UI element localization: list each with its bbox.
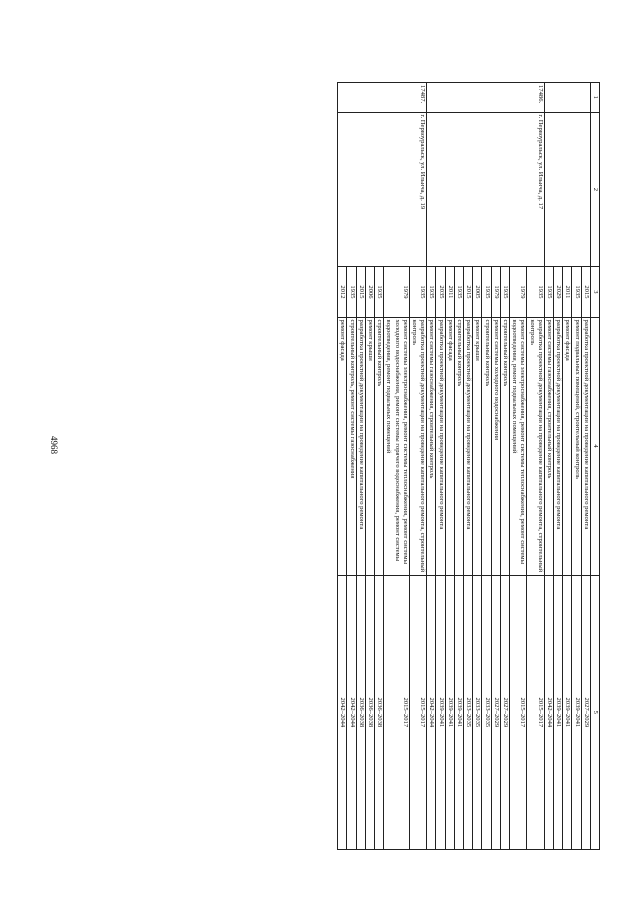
work-type: ремонт фасада <box>338 317 347 575</box>
service-year: 1935 <box>482 267 491 317</box>
service-year: 1979 <box>509 267 526 317</box>
building-number <box>563 83 572 113</box>
table-row <box>572 83 581 850</box>
planned-period: 2027–2029 <box>491 575 500 849</box>
table-row <box>544 83 553 850</box>
service-year: 1935 <box>374 267 383 317</box>
service-year: 2015 <box>581 267 590 317</box>
planned-period: 2039–2041 <box>563 575 572 849</box>
building-address <box>581 112 590 267</box>
column-number-row <box>590 83 599 850</box>
building-address <box>427 112 436 267</box>
planned-period: 2033–2035 <box>473 575 482 849</box>
table-row <box>553 83 562 850</box>
table-row <box>445 83 454 850</box>
table-row <box>374 83 383 850</box>
planned-period: 2042–2044 <box>544 575 553 849</box>
planned-period: 2015–2017 <box>527 575 544 849</box>
table-row <box>356 83 365 850</box>
service-year: 1935 <box>527 267 544 317</box>
building-address <box>544 112 553 267</box>
building-number <box>374 83 383 113</box>
building-address <box>436 112 445 267</box>
building-number <box>454 83 463 113</box>
table-row <box>473 83 482 850</box>
building-number <box>445 83 454 113</box>
building-address <box>384 112 410 267</box>
table-row <box>527 83 544 850</box>
work-type: ремонт фасада <box>445 317 454 575</box>
service-year: 2011 <box>563 267 572 317</box>
service-year: 1935 <box>572 267 581 317</box>
page-number: 4968 <box>49 436 59 454</box>
work-type: строительный контроль, ремонт системы газоснабжения <box>347 317 356 575</box>
planned-period: 2036–2038 <box>356 575 365 849</box>
service-year: 1935 <box>427 267 436 317</box>
building-address <box>356 112 365 267</box>
service-year: 2015 <box>463 267 472 317</box>
building-address: г. Первоуральск, ул. Ильича, д. 17 <box>527 112 544 267</box>
planned-period: 2015–2017 <box>384 575 410 849</box>
table-row <box>491 83 500 850</box>
service-year: 2006 <box>365 267 374 317</box>
building-address <box>482 112 491 267</box>
table-row <box>384 83 410 850</box>
table-wrapper <box>80 82 600 850</box>
planned-period: 2042–2044 <box>338 575 347 849</box>
work-type: ремонт системы электроснабжения, ремонт системы теплоснабжения, ремонт системы холодного водоснабжения, ремонт системы горячего водоснабжения, ремонт системы водоотведения, ремонт подвальных помещений <box>384 317 410 575</box>
table-row <box>427 83 436 850</box>
work-type: разработка проектной документации на проведение капитального ремонта <box>436 317 445 575</box>
service-year: 1935 <box>347 267 356 317</box>
planned-period: 2015–2017 <box>409 575 426 849</box>
planned-period: 2042–2044 <box>347 575 356 849</box>
table-row <box>482 83 491 850</box>
planned-period: 2015–2017 <box>509 575 526 849</box>
table-row <box>347 83 356 850</box>
service-year: 2005 <box>473 267 482 317</box>
table-row <box>454 83 463 850</box>
building-address <box>491 112 500 267</box>
building-number <box>572 83 581 113</box>
building-address <box>365 112 374 267</box>
building-number <box>473 83 482 113</box>
column-header: 2 <box>590 112 599 267</box>
building-number <box>482 83 491 113</box>
service-year: 2029 <box>553 267 562 317</box>
table-row <box>581 83 590 850</box>
table-row <box>338 83 347 850</box>
service-year: 1935 <box>454 267 463 317</box>
table-row <box>436 83 445 850</box>
building-number <box>347 83 356 113</box>
column-header: 3 <box>590 267 599 317</box>
building-address <box>553 112 562 267</box>
service-year: 1935 <box>544 267 553 317</box>
rotated-page-region <box>80 82 600 850</box>
building-number <box>365 83 374 113</box>
service-year: 2015 <box>356 267 365 317</box>
table-row <box>409 83 426 850</box>
work-type: разработка проектной документации на проведение капитального ремонта <box>553 317 562 575</box>
building-address <box>454 112 463 267</box>
building-number <box>491 83 500 113</box>
planned-period: 2033–2035 <box>463 575 472 849</box>
building-address <box>563 112 572 267</box>
work-type: ремонт системы газоснабжения, строительный контроль <box>544 317 553 575</box>
service-year: 1979 <box>491 267 500 317</box>
service-year: 1935 <box>409 267 426 317</box>
work-type: разработка проектной документации на проведение капитального ремонта <box>463 317 472 575</box>
planned-period: 2039–2041 <box>572 575 581 849</box>
work-type: строительный контроль <box>500 317 509 575</box>
work-type: разработка проектной документации на проведение капитального ремонта <box>581 317 590 575</box>
building-number <box>581 83 590 113</box>
planned-period: 2039–2041 <box>445 575 454 849</box>
planned-period: 2027–2029 <box>500 575 509 849</box>
building-number <box>436 83 445 113</box>
planned-period: 2036–2038 <box>365 575 374 849</box>
work-type: разработка проектной документации на проведение капитального ремонта, строительный контроль <box>409 317 426 575</box>
building-address <box>445 112 454 267</box>
building-number: 17487. <box>409 83 426 113</box>
planned-period: 2033–2035 <box>482 575 491 849</box>
planned-period: 2036–2038 <box>374 575 383 849</box>
table-row <box>463 83 472 850</box>
table-row <box>500 83 509 850</box>
planned-period: 2039–2041 <box>553 575 562 849</box>
building-number <box>509 83 526 113</box>
work-type: разработка проектной документации на проведение капитального ремонта <box>356 317 365 575</box>
table-row <box>563 83 572 850</box>
work-type: ремонт крыши <box>473 317 482 575</box>
building-address <box>473 112 482 267</box>
building-number <box>463 83 472 113</box>
column-header: 5 <box>590 575 599 849</box>
work-type: ремонт фасада <box>563 317 572 575</box>
planned-period: 2039–2041 <box>436 575 445 849</box>
work-type: ремонт системы электроснабжения, ремонт системы теплоснабжения, ремонт системы водоотведения, ремонт подвальных помещений <box>509 317 526 575</box>
planned-period: 2039–2041 <box>454 575 463 849</box>
building-number: 17486. <box>527 83 544 113</box>
capital-repair-table <box>337 82 600 850</box>
planned-period: 2042–2044 <box>427 575 436 849</box>
service-year: 1979 <box>384 267 410 317</box>
building-address <box>509 112 526 267</box>
work-type: ремонт системы холодного водоснабжения <box>491 317 500 575</box>
building-number <box>427 83 436 113</box>
building-number <box>500 83 509 113</box>
work-type: строительный контроль <box>374 317 383 575</box>
building-address: г. Первоуральск, ул. Ильича, д. 19 <box>409 112 426 267</box>
table-body <box>338 83 591 850</box>
building-number <box>338 83 347 113</box>
service-year: 2035 <box>436 267 445 317</box>
building-number <box>384 83 410 113</box>
work-type: ремонт подвальных помещений, строительный контроль <box>572 317 581 575</box>
planned-period: 2027–2029 <box>581 575 590 849</box>
work-type: ремонт системы газоснабжения, строительный контроль <box>427 317 436 575</box>
work-type: разработка проектной документации на проведение капитального ремонта, строительный контроль <box>527 317 544 575</box>
building-address <box>500 112 509 267</box>
work-type: строительный контроль <box>454 317 463 575</box>
work-type: ремонт крыши <box>365 317 374 575</box>
building-number <box>553 83 562 113</box>
building-number <box>544 83 553 113</box>
building-number <box>356 83 365 113</box>
building-address <box>347 112 356 267</box>
building-address <box>463 112 472 267</box>
building-address <box>572 112 581 267</box>
table-row <box>509 83 526 850</box>
column-header: 4 <box>590 317 599 575</box>
table-row <box>365 83 374 850</box>
work-type: строительный контроль <box>482 317 491 575</box>
building-address <box>338 112 347 267</box>
column-header: 1 <box>590 83 599 113</box>
service-year: 1935 <box>500 267 509 317</box>
service-year: 2012 <box>338 267 347 317</box>
service-year: 2011 <box>445 267 454 317</box>
building-address <box>374 112 383 267</box>
